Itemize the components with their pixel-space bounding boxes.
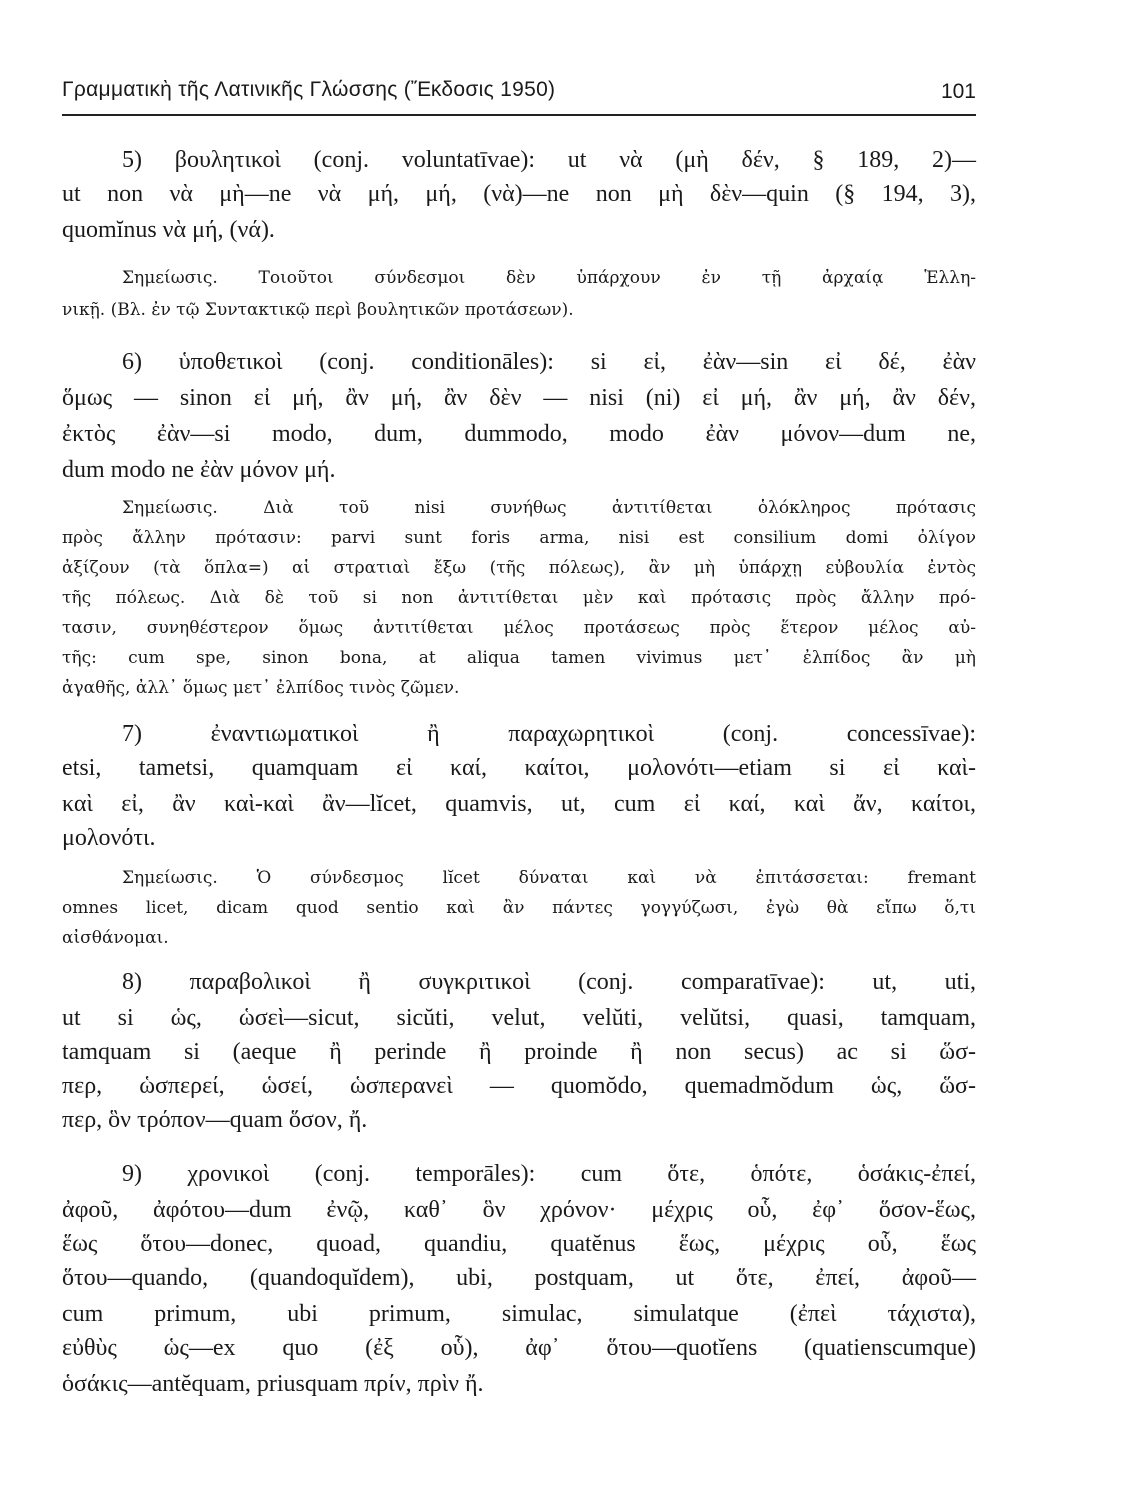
section-6-note-line-5: τασιν, συνηθέστερον ὅμως ἀντιτίθεται μέλος προτάσεως πρὸς ἕτερον μέλος αὐ- bbox=[62, 618, 976, 638]
running-header bbox=[62, 78, 976, 116]
section-9-line-4: ὅτου—quando, (quandoquĭdem), ubi, postquam, ut ὅτε, ἐπεί, ἀφοῦ— bbox=[62, 1265, 976, 1291]
section-7-note-line-2: omnes licet, dicam quod sentio καὶ ἂν πάντες γογγύζωσι, ἐγὼ θὰ εἴπω ὅ,τι bbox=[62, 898, 976, 918]
section-7-note-line-1: Σημείωσις. Ὁ σύνδεσμος lĭcet δύναται καὶ νὰ ἐπιτάσσεται: fremant bbox=[122, 868, 976, 888]
section-6-note-line-1: Σημείωσις. Διὰ τοῦ nisi συνήθως ἀντιτίθεται ὁλόκληρος πρότασις bbox=[122, 498, 976, 518]
section-6-line-1: 6) ὑποθετικοὶ (conj. conditionāles): si εἰ, ἐὰν—sin εἰ δέ, ἐὰν bbox=[122, 349, 976, 375]
section-8-line-4: περ, ὡσπερεί, ὡσεί, ὡσπερανεὶ — quomŏdo, quemadmŏdum ὡς, ὥσ- bbox=[62, 1073, 976, 1099]
section-6-line-3: ἐκτὸς ἐὰν—si modo, dum, dummodo, modo ἐὰν μόνον—dum ne, bbox=[62, 421, 976, 447]
section-5-line-3: quomĭnus νὰ μή, (νά). bbox=[62, 217, 275, 243]
section-9-line-3: ἕως ὅτου—donec, quoad, quandiu, quatĕnus ἕως, μέχρις οὗ, ἕως bbox=[62, 1231, 976, 1257]
section-6-line-2: ὅμως — sinon εἰ μή, ἂν μή, ἂν δὲν — nisi (ni) εἰ μή, ἂν μή, ἂν δέν, bbox=[62, 385, 976, 411]
section-5-note-line-1: Σημείωσις. Τοιοῦτοι σύνδεσμοι δὲν ὑπάρχουν ἐν τῇ ἀρχαίᾳ Ἑλλη- bbox=[122, 268, 976, 288]
section-7-line-1: 7) ἐναντιωματικοὶ ἢ παραχωρητικοὶ (conj. concessīvae): bbox=[122, 721, 976, 747]
section-7-line-2: etsi, tametsi, quamquam εἰ καί, καίτοι, μολονότι—etiam si εἰ καὶ- bbox=[62, 755, 976, 781]
running-title: Γραμματικὴ τῆς Λατινικῆς Γλώσσης (Ἔκδοσις 1950) bbox=[62, 78, 556, 101]
section-7-note-line-3: αἰσθάνομαι. bbox=[62, 928, 169, 948]
section-9-line-1: 9) χρονικοὶ (conj. temporāles): cum ὅτε, ὁπότε, ὁσάκις-ἐπεί, bbox=[122, 1161, 976, 1187]
section-8-line-2: ut si ὡς, ὡσεὶ—sicut, sicŭti, velut, velŭti, velŭtsi, quasi, tamquam, bbox=[62, 1005, 976, 1031]
section-8-line-3: tamquam si (aeque ἢ perinde ἢ proinde ἢ non secus) ac si ὥσ- bbox=[62, 1039, 976, 1065]
section-6-note-line-6: τῆς: cum spe, sinon bona, at aliqua tamen vivimus μετ᾽ ἐλπίδος ἂν μὴ bbox=[62, 648, 976, 668]
section-7-line-4: μολονότι. bbox=[62, 825, 156, 851]
section-9-line-6: εὐθὺς ὡς—ex quo (ἐξ οὗ), ἀφ᾽ ὅτου—quotĭens (quatienscumque) bbox=[62, 1335, 976, 1361]
section-7-line-3: καὶ εἰ, ἂν καὶ-καὶ ἂν—lĭcet, quamvis, ut, cum εἰ καί, καὶ ἄν, καίτοι, bbox=[62, 791, 976, 817]
section-5-line-1: 5) βουλητικοὶ (conj. voluntatīvae): ut νὰ (μὴ δέν, § 189, 2)— bbox=[122, 147, 976, 173]
section-9-line-5: cum primum, ubi primum, simulac, simulatque (ἐπεὶ τάχιστα), bbox=[62, 1301, 976, 1327]
section-6-note-line-4: τῆς πόλεως. Διὰ δὲ τοῦ si non ἀντιτίθεται μὲν καὶ πρότασις πρὸς ἄλλην πρό- bbox=[62, 588, 976, 608]
section-8-line-1: 8) παραβολικοὶ ἢ συγκριτικοὶ (conj. comparatīvae): ut, uti, bbox=[122, 969, 976, 995]
section-5-note-line-2: νικῇ. (Βλ. ἐν τῷ Συντακτικῷ περὶ βουλητικῶν προτάσεων). bbox=[62, 300, 574, 320]
section-9-line-7: ὁσάκις—antĕquam, priusquam πρίν, πρὶν ἤ. bbox=[62, 1371, 484, 1397]
section-6-note-line-2: πρὸς ἄλλην πρότασιν: parvi sunt foris arma, nisi est consilium domi ὀλίγον bbox=[62, 528, 976, 548]
section-6-note-line-3: ἀξίζουν (τὰ ὅπλα=) αἱ στρατιαὶ ἔξω (τῆς πόλεως), ἂν μὴ ὑπάρχῃ εὐβουλία ἐντὸς bbox=[62, 558, 976, 578]
section-9-line-2: ἀφοῦ, ἀφότου—dum ἐνῷ, καθ᾽ ὃν χρόνον· μέχρις οὗ, ἐφ᾽ ὅσον-ἕως, bbox=[62, 1197, 976, 1223]
section-5-line-2: ut non νὰ μὴ—ne νὰ μή, μή, (νὰ)—ne non μὴ δὲν—quin (§ 194, 3), bbox=[62, 181, 977, 207]
section-8-line-5: περ, ὃν τρόπον—quam ὅσον, ἤ. bbox=[62, 1107, 368, 1133]
page-number: 101 bbox=[940, 80, 976, 103]
section-6-note-line-7: ἀγαθῆς, ἀλλ᾽ ὅμως μετ᾽ ἐλπίδος τινὸς ζῶμεν. bbox=[62, 678, 460, 698]
section-6-line-4: dum modo ne ἐὰν μόνον μή. bbox=[62, 457, 336, 483]
